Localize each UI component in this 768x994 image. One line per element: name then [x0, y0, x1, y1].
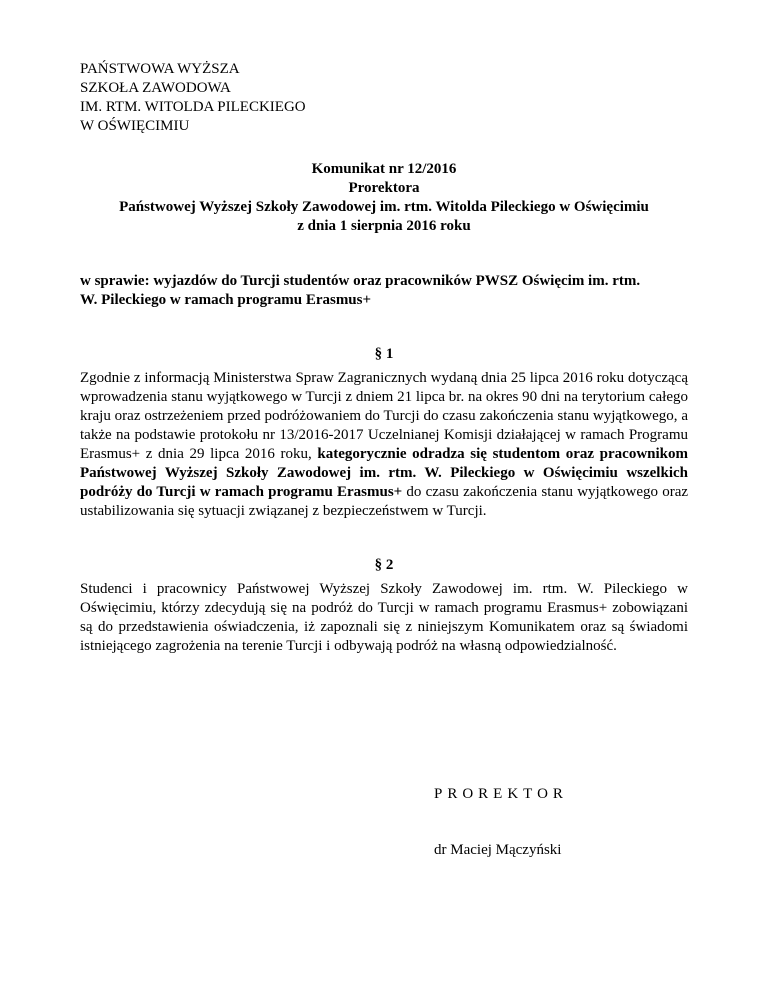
title-line: z dnia 1 sierpnia 2016 roku [297, 218, 471, 234]
letterhead-line: SZKOŁA ZAWODOWA [80, 80, 231, 96]
signature-name: dr Maciej Mączyński [434, 842, 562, 858]
letterhead-line: IM. RTM. WITOLDA PILECKIEGO [80, 99, 306, 115]
signature-role: PROREKTOR [434, 786, 568, 802]
section-1-text: Zgodnie z informacją Ministerstwa Spraw Zagranicznych wydaną dnia 25 lipca 2016 roku dotyczącą wprowadzenia stanu wyjątkowego w Turcji z dniem 21 lipca br. na okres 90 dni na terytorium całego kraju oraz ostrzeżeniem przed podróżowaniem do Turcji do czasu zakończenia stanu wyjątkowego, a także na podstawie protokołu nr 13/2016-2017 Uczelnianej Komisji działającej w ramach Programu Erasmus+ z dnia 29 lipca 2016 roku, [80, 370, 688, 462]
title-line: Państwowej Wyższej Szkoły Zawodowej im. rtm. Witolda Pileckiego w Oświęcimiu [119, 199, 649, 215]
subject-line: W. Pileckiego w ramach programu Erasmus+ [80, 292, 372, 308]
document-title [80, 160, 688, 236]
title-line: Komunikat nr 12/2016 [311, 161, 457, 177]
document-subject [80, 272, 688, 310]
section-1-heading: § 1 [374, 346, 394, 362]
letterhead [80, 60, 306, 136]
section-1-paragraph [80, 369, 688, 521]
letterhead-line: PAŃSTWOWA WYŻSZA [80, 61, 240, 77]
section-1-tail-text: do czasu zakończenia stanu wyjątkowego oraz ustabilizowania się sytuacji związanej z bezpieczeństwem w Turcji. [80, 484, 689, 519]
subject-line: w sprawie: wyjazdów do Turcji studentów oraz pracowników PWSZ Oświęcim im. rtm. [80, 273, 641, 289]
section-1-bold-text: kategorycznie odradza się studentom oraz pracownikom Państwowej Wyższej Szkoły Zawodowej im. rtm. W. Pileckiego w Oświęcimiu wszelkich podróży do Turcji w ramach programu Erasmus+ [80, 446, 689, 500]
letterhead-line: W OŚWIĘCIMIU [80, 118, 190, 134]
section-2-paragraph: Studenci i pracownicy Państwowej Wyższej Szkoły Zawodowej im. rtm. W. Pileckiego w Oświęcimiu, którzy zdecydują się na podróż do Turcji w ramach programu Erasmus+ zobowiązani są do przedstawienia oświadczenia, iż zapoznali się z niniejszym Komunikatem oraz są świadomi istniejącego zagrożenia na terenie Turcji i odbywają podróż na własną odpowiedzialność. [80, 581, 688, 654]
section-2-heading: § 2 [374, 557, 394, 573]
title-line: Prorektora [348, 180, 420, 196]
